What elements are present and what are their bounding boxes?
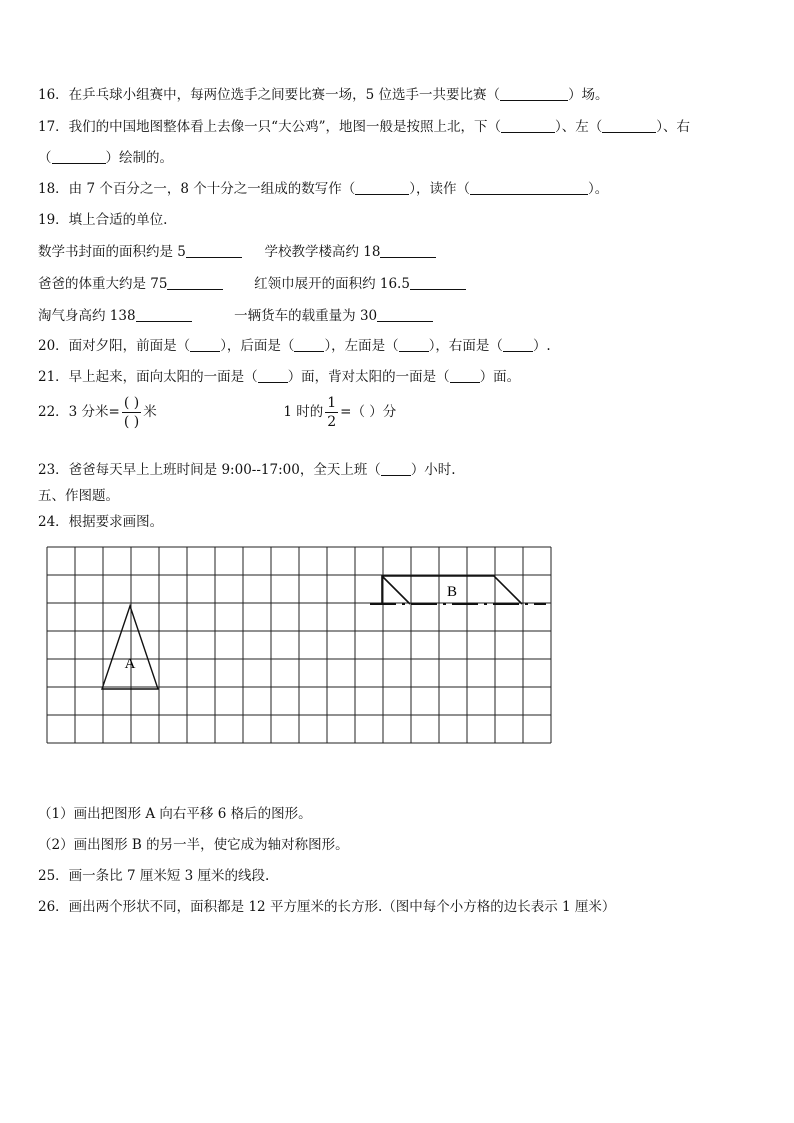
label-b: B <box>446 584 458 600</box>
answer-blank[interactable] <box>136 308 192 323</box>
question-18: 18．由 7 个百分之一，8 个十分之一组成的数写作（ ），读作（ ）。 <box>38 181 609 197</box>
answer-blank[interactable] <box>410 276 466 291</box>
question-19-row2: 爸爸的体重大约是 75 红领巾展开的面积约 16.5 <box>38 272 466 292</box>
drawing-grid[interactable] <box>46 546 554 748</box>
question-20: 20．面对夕阳，前面是（ ），后面是（ ），左面是（ ），右面是（ ）. <box>38 338 551 354</box>
fraction-one-half: $\frac{1}{2}$ <box>327 395 337 430</box>
question-21: 21．早上起来，面向太阳的一面是（ ）面，背对太阳的一面是（ ）面。 <box>38 369 521 385</box>
question-16: 16．在乒乓球小组赛中，每两位选手之间要比赛一场，5 位选手一共要比赛（ ）场。 <box>38 87 609 103</box>
question-19-row1: 数学书封面的面积约是 5 学校教学楼高约 18 <box>38 240 436 260</box>
answer-blank[interactable] <box>470 181 588 196</box>
question-24-part1: （1）画出把图形 A 向右平移 6 格后的图形。 <box>38 806 312 822</box>
question-19-row3: 淘气身高约 138 一辆货车的载重量为 30 <box>38 304 433 324</box>
answer-blank[interactable] <box>503 338 533 353</box>
question-22: 22．3 分米= $\frac{( )}{( )}$ 米 1 时的 $\frac{1}{2}$ =（ ）分 <box>38 395 397 430</box>
answer-blank[interactable] <box>450 369 480 384</box>
answer-blank[interactable] <box>190 338 220 353</box>
label-a: A <box>124 656 136 672</box>
answer-blank[interactable] <box>602 119 656 134</box>
answer-blank[interactable] <box>167 276 223 291</box>
question-17: 17．我们的中国地图整体看上去像一只“大公鸡”，地图一般是按照上北，下（ ）、左（ ）、右 <box>38 119 690 135</box>
answer-blank[interactable] <box>294 338 324 353</box>
q16-text: 16．在乒乓球小组赛中，每两位选手之间要比赛一场，5 位选手一共要比赛（ <box>38 87 501 103</box>
answer-blank[interactable] <box>399 338 429 353</box>
answer-blank[interactable] <box>186 244 242 259</box>
question-26: 26．画出两个形状不同，面积都是 12 平方厘米的长方形.（图中每个小方格的边长表示 1 厘米） <box>38 899 616 915</box>
answer-blank[interactable] <box>377 308 433 323</box>
fraction-answer[interactable]: $\frac{( )}{( )}$ <box>123 395 140 430</box>
answer-blank[interactable] <box>501 119 555 134</box>
question-19-title: 19．填上合适的单位. <box>38 212 168 228</box>
answer-blank[interactable] <box>380 244 436 259</box>
question-25: 25．画一条比 7 厘米短 3 厘米的线段. <box>38 868 270 884</box>
triangle-a <box>102 606 158 689</box>
section-heading: 五、作图题。 <box>38 488 119 504</box>
answer-blank[interactable] <box>381 462 411 477</box>
answer-blank[interactable] <box>500 87 568 102</box>
question-24-part2: （2）画出图形 B 的另一半，使它成为轴对称图形。 <box>38 837 349 853</box>
answer-blank[interactable] <box>355 181 409 196</box>
question-17-cont: （ ）绘制的。 <box>38 150 173 166</box>
answer-blank[interactable] <box>258 369 288 384</box>
question-23: 23．爸爸每天早上上班时间是 9:00--17:00，全天上班（ ）小时. <box>38 462 456 478</box>
question-24-title: 24．根据要求画图。 <box>38 514 164 530</box>
answer-blank[interactable] <box>52 150 106 165</box>
